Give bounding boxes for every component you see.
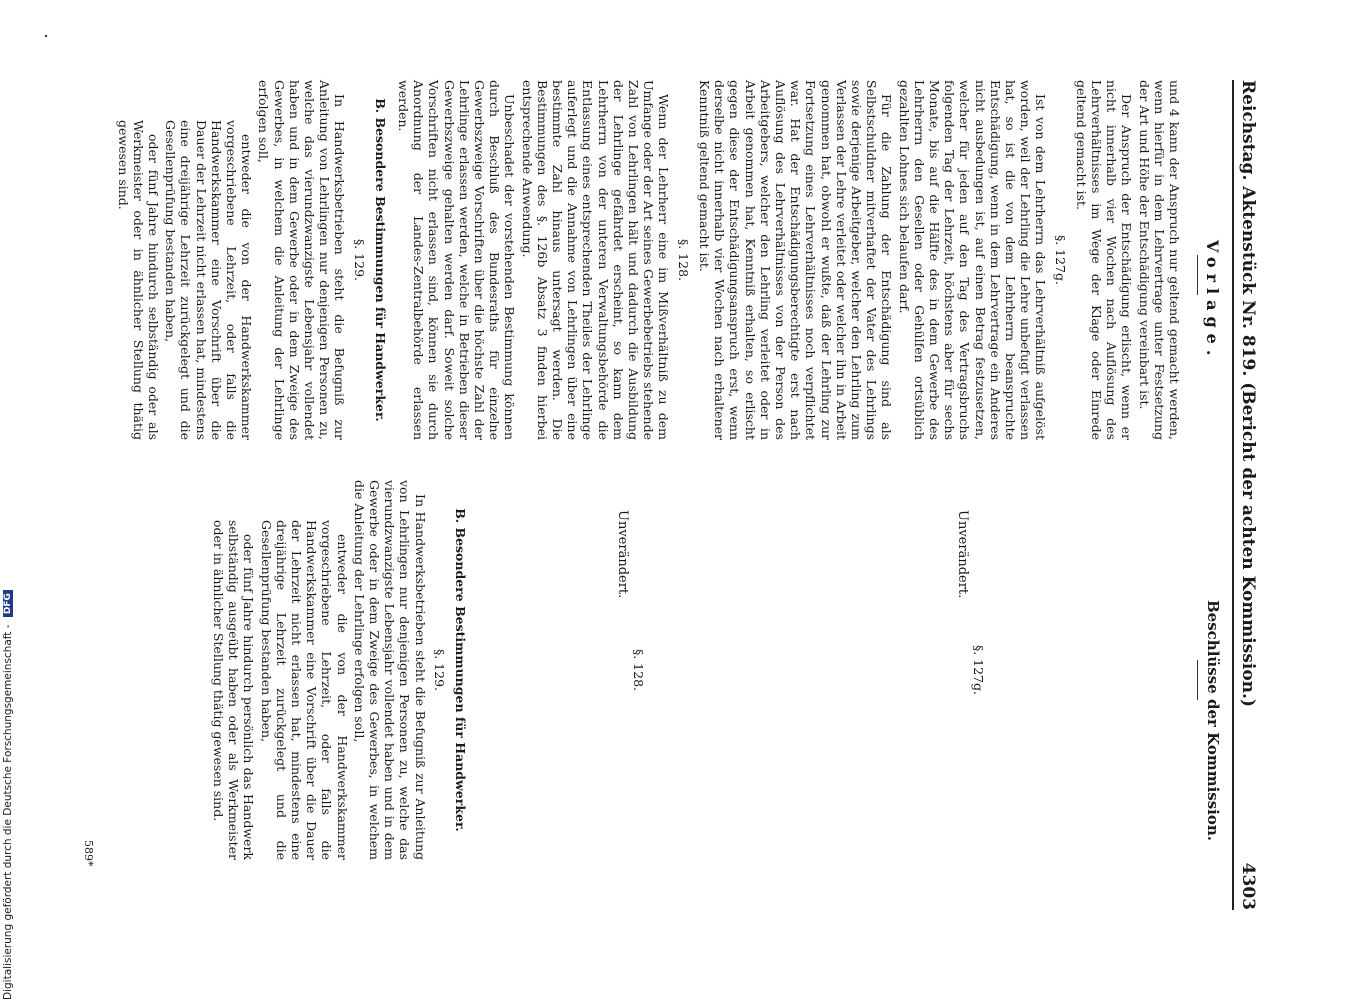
right-s129-title: §. 129. — [431, 648, 447, 692]
left-section-b: B. Besondere Bestimmungen für Handwerker. — [372, 98, 388, 422]
left-s129-title: §. 129. — [351, 238, 367, 282]
right-s129-a: entweder die von der Handwerkskammer vorgeschriebene Lehrzeit, oder falls die Handwerkskammer eine Vorschrift über die Dauer der Lehrzeit nicht erlassen hat, mindestens eine dreijährige Lehrzeit zurückgelegt und die Gesellenprüfung bestanden haben, — [258, 520, 350, 860]
left-s128-p1: Wenn der Lehrherr eine im Mißverhältniß zu dem Umfange oder der Art seines Gewerbebetriebs stehende Zahl von Lehrlingen hält und dadurch die Ausbildung der Lehrlinge gefährdet erscheint, so kann dem Lehrherrn von der unteren Verwaltungsbehörde die Entlassung eines entsprechenden Theiles der Lehrlinge auferlegt und die Annahme von Lehrlingen über eine bestimmte Zahl hinaus untersagt werden. Die Bestimmungen des §. 126b Absatz 3 finden hierbei entsprechende Anwendung. — [519, 80, 672, 440]
page-header — [1232, 80, 1260, 910]
right-s129-p1: In Handwerksbetrieben steht die Befugniß zur Anleitung von Lehrlingen nur denjenigen Personen zu, welche das vierundzwanzigste Lebensjahr vollendet haben und in dem Gewerbe oder in dem Zweige des Gewerbes, in welchem die Anleitung der Lehrlinge erfolgen soll, — [351, 480, 428, 860]
right-section-b: B. Besondere Bestimmungen für Handwerker. — [453, 508, 468, 832]
left-s127g-p2: Für die Zahlung der Entschädigung sind als Selbstschuldner mitverhaftet der Vater des Lehrlings sowie derjenige Arbeitgeber, welcher den Lehrling zum Verlassen der Lehre verleitet oder welcher ihn in Arbeit genommen hat, obwohl er wußte, daß der Lehrling zur Fortsetzung eines Lehrverhältnisses noch verpflichtet war. Hat der Entschädigungsberechtigte erst nach Auflösung des Lehrverhältnisses von der Person des Arbeitgebers, welcher den Lehrling verleitet oder in Arbeit genommen hat, Kenntniß erhalten, so erlischt gegen diese der Entschädigungsanspruch erst, wenn derselbe nicht innerhalb vier Wochen nach erhaltener Kenntniß geltend gemacht ist. — [696, 80, 895, 440]
right-s127g-unchanged: Unverändert. — [955, 510, 970, 599]
heading-rule-right — [1197, 660, 1198, 700]
left-s127g-title: §. 127g. — [1052, 234, 1068, 286]
left-s129-b: oder fünf Jahre hindurch selbständig oder als Werkmeister oder in ähnlicher Stellung thätig gewesen sind. — [115, 120, 161, 440]
dfg-logo: DFG — [3, 590, 13, 617]
right-column-heading: Beschlüsse der Kommission. — [1204, 600, 1222, 841]
right-s127g-title: §. 127g. — [971, 644, 986, 696]
digitization-note — [2, 0, 18, 1000]
document-page — [60, 80, 1260, 910]
right-s129-block — [209, 480, 476, 860]
right-s128-title: §. 128. — [631, 648, 646, 692]
heading-rule-left — [1197, 255, 1198, 295]
left-s129-a: entweder die von der Handwerkskammer vorgeschriebene Lehrzeit, oder falls die Handwerkskammer eine Vorschrift über die Dauer der Lehrzeit nicht erlassen hat, mindestens eine dreijährige Lehrzeit zurückgelegt und die Gesellenprüfung bestanden haben, — [163, 120, 255, 440]
digitization-text: Digitalisierung gefördert durch die Deutsche Forschungsgemeinschaft - — [2, 624, 14, 1000]
left-intro: und 4 kann der Anspruch nur geltend gemacht werden, wenn hierfür in dem Lehrvertrage unter Festsetzung der Art und Höhe der Entschädigung vereinbart ist. — [1136, 80, 1182, 440]
left-s128-title: §. 128. — [675, 238, 691, 282]
left-column — [113, 80, 1182, 440]
left-column-heading: Vorlage. — [1203, 240, 1222, 362]
page-number: 4303 — [1238, 862, 1258, 910]
left-s127g-p1: Ist von dem Lehrherrn das Lehrverhältniß aufgelöst worden, weil der Lehrling die Lehre unbefugt verlassen hat, so ist die von dem Lehrherrn beanspruchte Entschädigung, wenn in dem Lehrvertrage ein Anderes nicht ausbedungen ist, auf einen Betrag festzusetzen, welcher für jeden auf den Tag des Vertragsbruchs folgenden Tag der Lehrzeit, höchstens aber für sechs Monate, bis auf die Hälfte des in dem Gewerbe des Lehrherrn den Gesellen oder Gehülfen ortsüblich gezahlten Lohnes sich belaufen darf. — [896, 80, 1049, 440]
right-s128-unchanged: Unverändert. — [615, 510, 630, 599]
header-title: Reichstag. Aktenstück Nr. 819. (Bericht der achten Kommission.) — [1238, 80, 1258, 708]
left-s128-p2: Unbeschadet der vorstehenden Bestimmung können durch Beschluß des Bundesraths für einzelne Gewerbszweige Vorschriften über die höchste Zahl der Lehrlinge erlassen werden, welche in Betrieben dieser Gewerbszweige gehalten werden darf. Soweit solche Vorschriften nicht erlassen sind, können sie durch Anordnung der Landes-Zentralbehörde erlassen werden. — [396, 80, 518, 440]
right-s129-b: oder fünf Jahre hindurch persönlich das Handwerk selbständig ausgeübt haben oder als Werkmeister oder in ähnlicher Stellung thätig gewesen sind. — [210, 520, 257, 860]
sheet-number: 589* — [82, 840, 95, 867]
left-s129-p1: In Handwerksbetrieben steht die Befugniß zur Anleitung von Lehrlingen nur denjenigen Personen zu, welche das vierundzwanzigste Lebensjahr vollendet haben und in dem Gewerbe oder in dem Zweige des Gewerbes, in welchem die Anleitung der Lehrlinge erfolgen soll, — [256, 80, 348, 440]
left-intro-2: Der Anspruch der Entschädigung erlischt, wenn er nicht innerhalb vier Wochen nach Auflösung des Lehrverhältnisses im Wege der Klage oder Einrede geltend gemacht ist. — [1073, 80, 1135, 440]
right-column — [102, 480, 1182, 860]
scan-speck — [45, 35, 47, 37]
